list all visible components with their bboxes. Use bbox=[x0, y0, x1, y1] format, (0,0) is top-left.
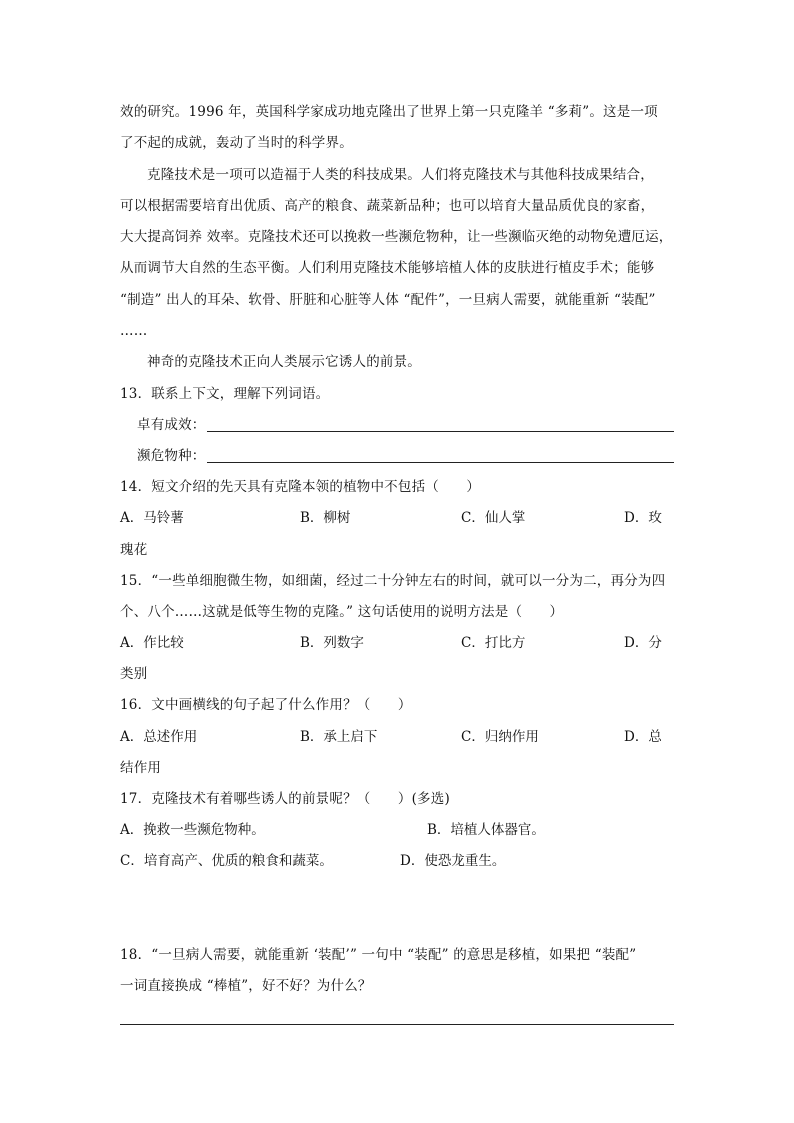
q15-stem-line-1: 15．“一些单细胞微生物，如细菌，经过二十分钟左右的时间，就可以一分为二，再分为四 bbox=[120, 573, 666, 589]
q17-option-b[interactable]: B．培植人体器官。 bbox=[427, 822, 545, 838]
q18-answer-line[interactable] bbox=[120, 1024, 674, 1025]
q15-option-d-continued: 类别 bbox=[120, 666, 148, 682]
q13-stem: 13．联系上下文，理解下列词语。 bbox=[120, 386, 330, 402]
q15-stem-line-2: 个、八个……这就是低等生物的克隆。” 这句话使用的说明方法是（ ） bbox=[120, 604, 564, 620]
q16-option-a[interactable]: A．总述作用 bbox=[120, 729, 198, 745]
q15-option-a[interactable]: A．作比较 bbox=[120, 635, 184, 651]
passage-line-7: “制造” 出人的耳朵、软骨、肝脏和心脏等人体 “配件”，一旦病人需要，就能重新 “装配” bbox=[120, 292, 656, 308]
q14-option-d-continued: 瑰花 bbox=[120, 542, 148, 558]
q14-option-d[interactable]: D．玫 bbox=[624, 510, 662, 526]
passage-line-4: 可以根据需要培育出优质、高产的粮食、蔬菜新品种；也可以培育大量品质优良的家畜， bbox=[120, 198, 655, 214]
q17-option-d[interactable]: D．使恐龙重生。 bbox=[400, 853, 506, 869]
q16-option-b[interactable]: B．承上启下 bbox=[300, 729, 378, 745]
passage-line-2: 了不起的成就，轰动了当时的科学界。 bbox=[120, 135, 353, 151]
q14-option-a[interactable]: A．马铃薯 bbox=[120, 510, 184, 526]
q13-term-2: 濒危物种： bbox=[137, 448, 206, 464]
q14-stem: 14．短文介绍的先天具有克隆本领的植物中不包括（ ） bbox=[120, 479, 481, 495]
q13-term-1: 卓有成效： bbox=[137, 417, 206, 433]
q16-option-d-continued: 结作用 bbox=[120, 760, 162, 776]
q15-option-d[interactable]: D．分 bbox=[624, 635, 662, 651]
q16-stem: 16．文中画横线的句子起了什么作用？（ ） bbox=[120, 697, 412, 713]
q13-answer-line-2[interactable] bbox=[207, 462, 674, 463]
q13-answer-line-1[interactable] bbox=[207, 431, 674, 432]
passage-line-5: 大大提高饲养 效率。克隆技术还可以挽救一些濒危物种，让一些濒临灭绝的动物免遭厄运， bbox=[120, 229, 673, 245]
q14-option-c[interactable]: C．仙人掌 bbox=[461, 510, 526, 526]
passage-line-6: 从而调节大自然的生态平衡。人们利用克隆技术能够培植人体的皮肤进行植皮手术；能够 bbox=[120, 260, 655, 276]
passage-line-1: 效的研究。1996 年，英国科学家成功地克隆出了世界上第一只克隆羊 “多莉”。这是一项 bbox=[120, 104, 658, 120]
q17-option-a[interactable]: A．挽救一些濒危物种。 bbox=[120, 822, 265, 838]
q14-option-b[interactable]: B．柳树 bbox=[300, 510, 351, 526]
q18-stem-line-2: 一词直接换成 “棒植”，好不好？为什么？ bbox=[120, 978, 372, 994]
q18-stem-line-1: 18．“一旦病人需要，就能重新 ‘装配’” 一句中 “装配” 的意思是移植，如果把 “装配” bbox=[120, 947, 637, 963]
q17-option-c[interactable]: C．培育高产、优质的粮食和蔬菜。 bbox=[120, 853, 333, 869]
q15-option-b[interactable]: B．列数字 bbox=[300, 635, 364, 651]
passage-line-9: 神奇的克隆技术正向人类展示它诱人的前景。 bbox=[147, 354, 421, 370]
passage-line-3: 克隆技术是一项可以造福于人类的科技成果。人们将克隆技术与其他科技成果结合， bbox=[147, 167, 654, 183]
passage-line-8: …… bbox=[120, 323, 148, 339]
q16-option-c[interactable]: C．归纳作用 bbox=[461, 729, 539, 745]
q15-option-c[interactable]: C．打比方 bbox=[461, 635, 526, 651]
q17-stem: 17．克隆技术有着哪些诱人的前景呢？（ ）(多选) bbox=[120, 791, 450, 807]
q16-option-d[interactable]: D．总 bbox=[624, 729, 662, 745]
